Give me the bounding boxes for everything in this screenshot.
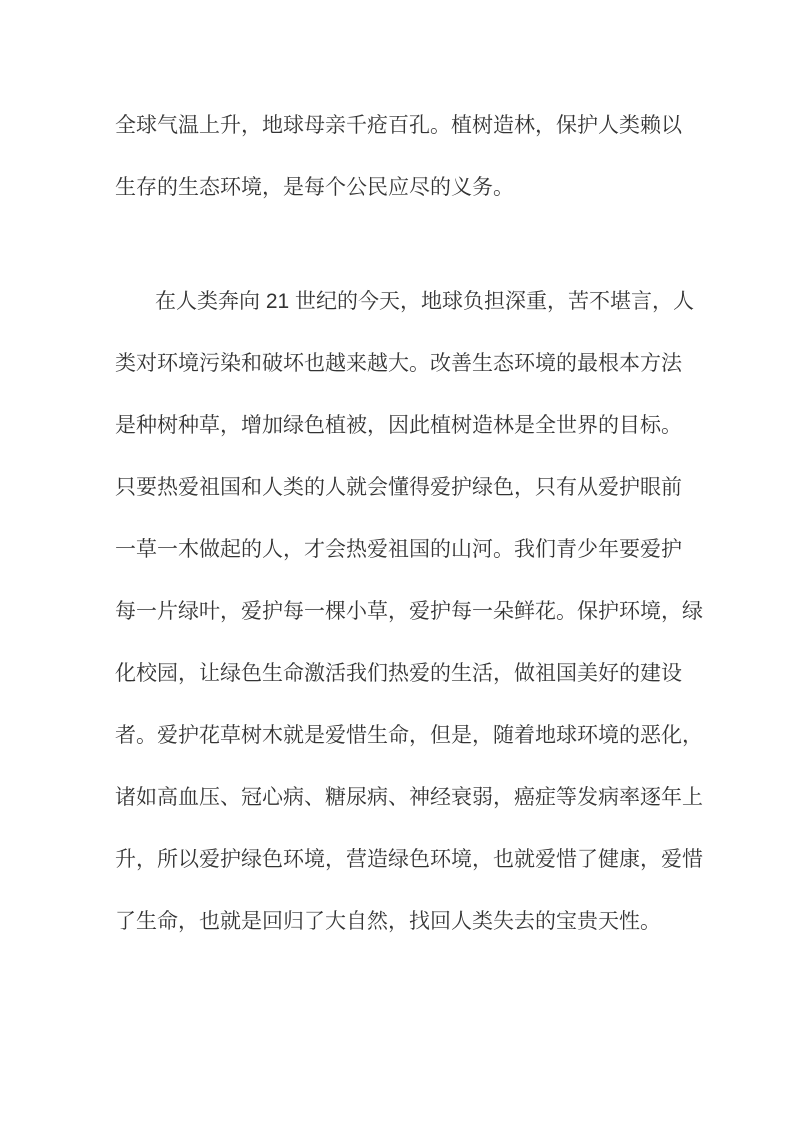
paragraph-1 [115,95,682,219]
text-line: 诸如高血压、冠心病、糖尿病、神经衰弱，癌症等发病率逐年上 [115,786,703,809]
text-line: 生存的生态环境，是每个公民应尽的义务。 [115,176,514,199]
text-line: 升，所以爱护绿色环境，营造绿色环境，也就爱惜了健康，爱惜 [115,848,703,871]
paragraph-2 [115,271,703,953]
text-line: 者。爱护花草树木就是爱惜生命，但是，随着地球环境的恶化， [115,724,703,747]
document-body [115,95,703,953]
text-line: 类对环境污染和破坏也越来越大。改善生态环境的最根本方法 [115,352,682,375]
text-line: 每一片绿叶，爱护每一棵小草，爱护每一朵鲜花。保护环境，绿 [115,600,703,623]
text-line: 了生命，也就是回归了大自然，找回人类失去的宝贵天性。 [115,910,661,933]
text-line: 一草一木做起的人，才会热爱祖国的山河。我们青少年要爱护 [115,538,682,561]
text-line: 全球气温上升，地球母亲千疮百孔。植树造林，保护人类赖以 [115,114,682,137]
text-line: 化校园，让绿色生命激活我们热爱的生活，做祖国美好的建设 [115,662,682,685]
text-line: 在人类奔向 21 世纪的今天，地球负担深重，苦不堪言，人 [155,290,695,313]
text-line: 只要热爱祖国和人类的人就会懂得爱护绿色，只有从爱护眼前 [115,476,682,499]
text-line: 是种树种草，增加绿色植被，因此植树造林是全世界的目标。 [115,414,682,437]
